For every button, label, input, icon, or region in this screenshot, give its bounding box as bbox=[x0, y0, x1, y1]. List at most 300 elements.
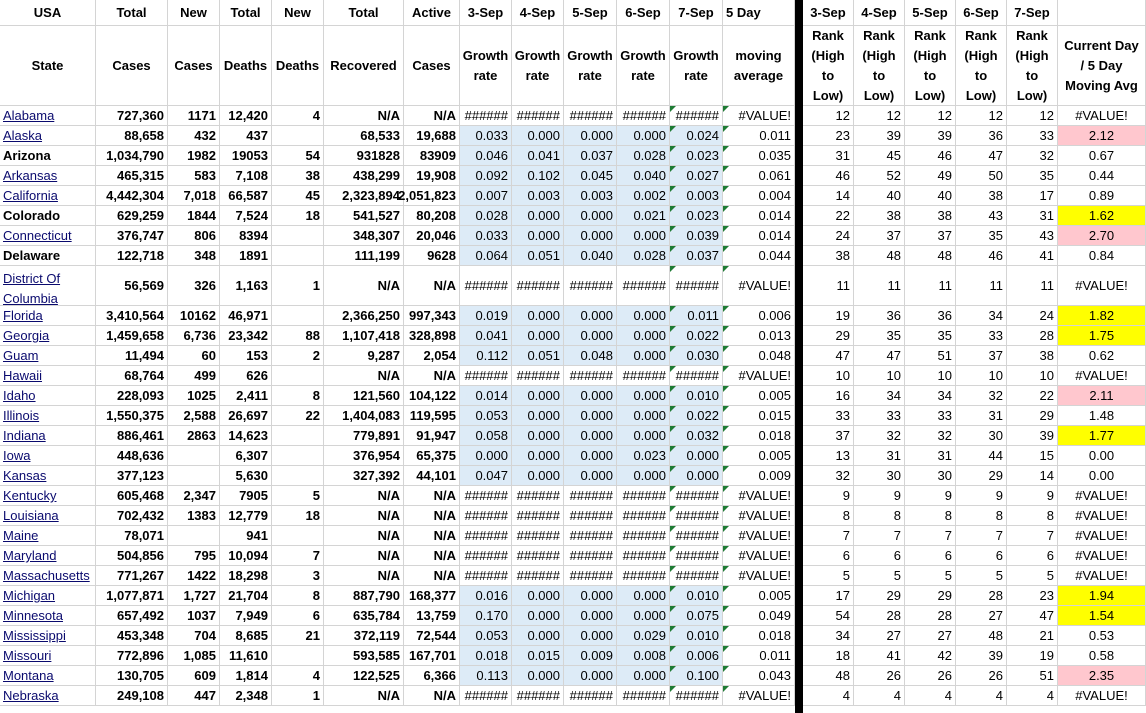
row-growth-7sep[interactable] bbox=[670, 266, 723, 306]
row-active-cases[interactable] bbox=[404, 466, 460, 486]
row-growth-3sep[interactable] bbox=[460, 646, 512, 666]
row-moving-average[interactable] bbox=[723, 366, 795, 386]
row-growth-7sep[interactable] bbox=[670, 446, 723, 466]
row-ratio[interactable] bbox=[1058, 566, 1146, 586]
row-growth-4sep[interactable] bbox=[512, 486, 564, 506]
header-bottom-total-deaths[interactable] bbox=[220, 26, 272, 106]
row-rank-3sep[interactable] bbox=[803, 446, 854, 466]
row-growth-6sep[interactable] bbox=[617, 366, 670, 386]
row-growth-3sep[interactable] bbox=[460, 486, 512, 506]
row-growth-7sep[interactable] bbox=[670, 686, 723, 706]
row-new-deaths[interactable] bbox=[272, 606, 324, 626]
row-ratio[interactable] bbox=[1058, 526, 1146, 546]
row-growth-4sep[interactable] bbox=[512, 526, 564, 546]
row-rank-3sep[interactable] bbox=[803, 166, 854, 186]
row-growth-3sep[interactable] bbox=[460, 346, 512, 366]
row-total-recovered[interactable] bbox=[324, 146, 404, 166]
row-total-recovered[interactable] bbox=[324, 366, 404, 386]
row-rank-5sep[interactable] bbox=[905, 306, 956, 326]
row-growth-7sep[interactable] bbox=[670, 646, 723, 666]
header-top-ratio[interactable] bbox=[1058, 0, 1146, 26]
header-bottom-new-cases[interactable] bbox=[168, 26, 220, 106]
row-total-cases[interactable] bbox=[96, 146, 168, 166]
row-new-deaths[interactable] bbox=[272, 546, 324, 566]
row-active-cases[interactable] bbox=[398, 186, 460, 206]
row-moving-average[interactable] bbox=[723, 446, 795, 466]
row-active-cases[interactable] bbox=[404, 526, 460, 546]
row-moving-average[interactable] bbox=[723, 226, 795, 246]
row-new-cases[interactable] bbox=[168, 586, 220, 606]
header-bottom-ratio[interactable] bbox=[1058, 26, 1146, 106]
row-growth-3sep[interactable] bbox=[460, 426, 512, 446]
row-rank-4sep[interactable] bbox=[854, 546, 905, 566]
row-growth-3sep[interactable] bbox=[460, 106, 512, 126]
row-rank-7sep[interactable] bbox=[1007, 246, 1058, 266]
row-new-cases[interactable] bbox=[168, 266, 220, 306]
row-growth-4sep[interactable] bbox=[512, 246, 564, 266]
row-rank-7sep[interactable] bbox=[1007, 686, 1058, 706]
row-growth-7sep[interactable] bbox=[670, 146, 723, 166]
row-ratio[interactable] bbox=[1058, 146, 1146, 166]
row-moving-average[interactable] bbox=[723, 486, 795, 506]
row-new-cases[interactable] bbox=[168, 346, 220, 366]
row-growth-7sep[interactable] bbox=[670, 126, 723, 146]
row-rank-5sep[interactable] bbox=[905, 106, 956, 126]
row-total-deaths[interactable] bbox=[220, 486, 272, 506]
row-growth-6sep[interactable] bbox=[617, 166, 670, 186]
row-moving-average[interactable] bbox=[723, 406, 795, 426]
row-state[interactable] bbox=[0, 386, 96, 406]
row-growth-6sep[interactable] bbox=[617, 446, 670, 466]
row-growth-7sep[interactable] bbox=[670, 226, 723, 246]
row-rank-7sep[interactable] bbox=[1007, 166, 1058, 186]
row-rank-7sep[interactable] bbox=[1007, 526, 1058, 546]
row-total-recovered[interactable] bbox=[324, 246, 404, 266]
row-growth-4sep[interactable] bbox=[512, 626, 564, 646]
row-growth-5sep[interactable] bbox=[564, 646, 617, 666]
row-growth-4sep[interactable] bbox=[512, 466, 564, 486]
row-new-deaths[interactable] bbox=[272, 666, 324, 686]
row-state[interactable] bbox=[0, 586, 96, 606]
row-growth-5sep[interactable] bbox=[564, 306, 617, 326]
row-new-cases[interactable] bbox=[168, 606, 220, 626]
row-new-cases[interactable] bbox=[168, 466, 220, 486]
row-rank-3sep[interactable] bbox=[803, 466, 854, 486]
row-new-cases[interactable] bbox=[168, 366, 220, 386]
row-total-deaths[interactable] bbox=[220, 626, 272, 646]
row-rank-6sep[interactable] bbox=[956, 306, 1007, 326]
row-ratio[interactable] bbox=[1058, 546, 1146, 566]
row-rank-4sep[interactable] bbox=[854, 326, 905, 346]
row-total-cases[interactable] bbox=[96, 266, 168, 306]
row-total-cases[interactable] bbox=[96, 126, 168, 146]
row-growth-4sep[interactable] bbox=[512, 106, 564, 126]
row-new-cases[interactable] bbox=[168, 686, 220, 706]
row-rank-6sep[interactable] bbox=[956, 406, 1007, 426]
row-rank-3sep[interactable] bbox=[803, 246, 854, 266]
row-growth-5sep[interactable] bbox=[564, 466, 617, 486]
header-bottom-rank-4sep[interactable] bbox=[854, 26, 905, 106]
row-growth-5sep[interactable] bbox=[564, 626, 617, 646]
row-moving-average[interactable] bbox=[723, 306, 795, 326]
row-rank-6sep[interactable] bbox=[956, 686, 1007, 706]
row-growth-7sep[interactable] bbox=[670, 386, 723, 406]
row-rank-7sep[interactable] bbox=[1007, 406, 1058, 426]
row-new-cases[interactable] bbox=[168, 566, 220, 586]
row-rank-3sep[interactable] bbox=[803, 366, 854, 386]
header-top-growth-5sep[interactable] bbox=[564, 0, 617, 26]
row-rank-6sep[interactable] bbox=[956, 106, 1007, 126]
row-rank-7sep[interactable] bbox=[1007, 306, 1058, 326]
row-new-deaths[interactable] bbox=[272, 626, 324, 646]
row-growth-6sep[interactable] bbox=[617, 106, 670, 126]
row-rank-3sep[interactable] bbox=[803, 106, 854, 126]
row-new-deaths[interactable] bbox=[272, 106, 324, 126]
row-new-deaths[interactable] bbox=[272, 426, 324, 446]
row-ratio[interactable] bbox=[1058, 686, 1146, 706]
row-total-cases[interactable] bbox=[96, 646, 168, 666]
row-active-cases[interactable] bbox=[404, 266, 460, 306]
row-rank-7sep[interactable] bbox=[1007, 386, 1058, 406]
row-state[interactable] bbox=[0, 646, 96, 666]
row-total-recovered[interactable] bbox=[324, 306, 404, 326]
row-rank-5sep[interactable] bbox=[905, 686, 956, 706]
row-rank-5sep[interactable] bbox=[905, 206, 956, 226]
row-rank-3sep[interactable] bbox=[803, 426, 854, 446]
row-rank-5sep[interactable] bbox=[905, 186, 956, 206]
row-growth-5sep[interactable] bbox=[564, 406, 617, 426]
row-rank-5sep[interactable] bbox=[905, 246, 956, 266]
row-growth-5sep[interactable] bbox=[564, 106, 617, 126]
header-top-growth-7sep[interactable] bbox=[670, 0, 723, 26]
row-rank-5sep[interactable] bbox=[905, 446, 956, 466]
header-top-rank-5sep[interactable] bbox=[905, 0, 956, 26]
row-growth-5sep[interactable] bbox=[564, 326, 617, 346]
row-total-recovered[interactable] bbox=[324, 326, 404, 346]
row-rank-7sep[interactable] bbox=[1007, 446, 1058, 466]
row-state[interactable] bbox=[0, 266, 96, 306]
row-growth-3sep[interactable] bbox=[460, 146, 512, 166]
row-new-cases[interactable] bbox=[168, 646, 220, 666]
row-state[interactable] bbox=[0, 606, 96, 626]
header-bottom-total-recovered[interactable] bbox=[324, 26, 404, 106]
row-new-cases[interactable] bbox=[168, 166, 220, 186]
row-rank-4sep[interactable] bbox=[854, 266, 905, 306]
row-state[interactable] bbox=[0, 186, 96, 206]
row-growth-7sep[interactable] bbox=[670, 486, 723, 506]
row-rank-3sep[interactable] bbox=[803, 506, 854, 526]
row-rank-6sep[interactable] bbox=[956, 186, 1007, 206]
row-growth-5sep[interactable] bbox=[564, 566, 617, 586]
row-growth-6sep[interactable] bbox=[617, 306, 670, 326]
row-growth-3sep[interactable] bbox=[460, 546, 512, 566]
row-total-recovered[interactable] bbox=[324, 506, 404, 526]
row-rank-4sep[interactable] bbox=[854, 666, 905, 686]
row-active-cases[interactable] bbox=[404, 666, 460, 686]
row-new-cases[interactable] bbox=[168, 306, 220, 326]
row-total-cases[interactable] bbox=[96, 446, 168, 466]
row-total-recovered[interactable] bbox=[324, 466, 404, 486]
row-rank-6sep[interactable] bbox=[956, 526, 1007, 546]
row-new-deaths[interactable] bbox=[272, 146, 324, 166]
row-total-recovered[interactable] bbox=[324, 386, 404, 406]
row-growth-5sep[interactable] bbox=[564, 266, 617, 306]
row-state[interactable] bbox=[0, 486, 96, 506]
row-growth-5sep[interactable] bbox=[564, 346, 617, 366]
row-growth-6sep[interactable] bbox=[617, 606, 670, 626]
row-rank-6sep[interactable] bbox=[956, 606, 1007, 626]
row-state[interactable] bbox=[0, 666, 96, 686]
row-total-recovered[interactable] bbox=[324, 186, 404, 206]
header-bottom-growth-4sep[interactable] bbox=[512, 26, 564, 106]
row-growth-6sep[interactable] bbox=[617, 566, 670, 586]
row-growth-7sep[interactable] bbox=[670, 366, 723, 386]
row-total-cases[interactable] bbox=[96, 506, 168, 526]
row-rank-7sep[interactable] bbox=[1007, 226, 1058, 246]
row-growth-4sep[interactable] bbox=[512, 446, 564, 466]
row-ratio[interactable] bbox=[1058, 426, 1146, 446]
row-new-cases[interactable] bbox=[168, 546, 220, 566]
row-total-cases[interactable] bbox=[96, 246, 168, 266]
row-growth-5sep[interactable] bbox=[564, 486, 617, 506]
header-top-rank-3sep[interactable] bbox=[803, 0, 854, 26]
row-rank-3sep[interactable] bbox=[803, 626, 854, 646]
row-growth-5sep[interactable] bbox=[564, 146, 617, 166]
row-rank-7sep[interactable] bbox=[1007, 186, 1058, 206]
row-new-deaths[interactable] bbox=[272, 206, 324, 226]
row-rank-4sep[interactable] bbox=[854, 246, 905, 266]
row-new-deaths[interactable] bbox=[272, 386, 324, 406]
row-new-deaths[interactable] bbox=[272, 686, 324, 706]
row-growth-7sep[interactable] bbox=[670, 566, 723, 586]
row-new-deaths[interactable] bbox=[272, 526, 324, 546]
row-growth-5sep[interactable] bbox=[564, 506, 617, 526]
row-rank-7sep[interactable] bbox=[1007, 626, 1058, 646]
row-rank-3sep[interactable] bbox=[803, 406, 854, 426]
row-growth-6sep[interactable] bbox=[617, 346, 670, 366]
row-rank-5sep[interactable] bbox=[905, 466, 956, 486]
row-growth-6sep[interactable] bbox=[617, 506, 670, 526]
row-rank-4sep[interactable] bbox=[854, 166, 905, 186]
row-active-cases[interactable] bbox=[404, 586, 460, 606]
row-state[interactable] bbox=[0, 366, 96, 386]
row-total-deaths[interactable] bbox=[220, 146, 272, 166]
row-growth-4sep[interactable] bbox=[512, 606, 564, 626]
row-rank-4sep[interactable] bbox=[854, 506, 905, 526]
row-ratio[interactable] bbox=[1058, 206, 1146, 226]
row-active-cases[interactable] bbox=[404, 686, 460, 706]
row-growth-6sep[interactable] bbox=[617, 146, 670, 166]
row-new-deaths[interactable] bbox=[272, 186, 324, 206]
row-total-deaths[interactable] bbox=[220, 406, 272, 426]
row-total-cases[interactable] bbox=[96, 206, 168, 226]
row-total-cases[interactable] bbox=[96, 686, 168, 706]
row-growth-6sep[interactable] bbox=[617, 126, 670, 146]
row-ratio[interactable] bbox=[1058, 126, 1146, 146]
row-rank-4sep[interactable] bbox=[854, 486, 905, 506]
row-moving-average[interactable] bbox=[723, 506, 795, 526]
row-growth-6sep[interactable] bbox=[617, 266, 670, 306]
row-growth-5sep[interactable] bbox=[564, 426, 617, 446]
row-growth-4sep[interactable] bbox=[512, 386, 564, 406]
row-total-deaths[interactable] bbox=[220, 666, 272, 686]
row-total-recovered[interactable] bbox=[324, 646, 404, 666]
row-rank-3sep[interactable] bbox=[803, 266, 854, 306]
row-active-cases[interactable] bbox=[404, 646, 460, 666]
row-total-deaths[interactable] bbox=[220, 186, 272, 206]
row-new-cases[interactable] bbox=[168, 426, 220, 446]
row-rank-4sep[interactable] bbox=[854, 686, 905, 706]
row-active-cases[interactable] bbox=[404, 546, 460, 566]
row-rank-4sep[interactable] bbox=[854, 306, 905, 326]
row-growth-6sep[interactable] bbox=[617, 546, 670, 566]
row-rank-7sep[interactable] bbox=[1007, 126, 1058, 146]
row-growth-4sep[interactable] bbox=[512, 686, 564, 706]
row-moving-average[interactable] bbox=[723, 266, 795, 306]
row-growth-7sep[interactable] bbox=[670, 326, 723, 346]
row-rank-3sep[interactable] bbox=[803, 526, 854, 546]
row-active-cases[interactable] bbox=[404, 406, 460, 426]
header-bottom-rank-5sep[interactable] bbox=[905, 26, 956, 106]
row-growth-4sep[interactable] bbox=[512, 326, 564, 346]
row-moving-average[interactable] bbox=[723, 346, 795, 366]
row-new-deaths[interactable] bbox=[272, 486, 324, 506]
row-growth-6sep[interactable] bbox=[617, 646, 670, 666]
row-total-cases[interactable] bbox=[96, 226, 168, 246]
row-total-recovered[interactable] bbox=[324, 686, 404, 706]
row-rank-3sep[interactable] bbox=[803, 346, 854, 366]
row-moving-average[interactable] bbox=[723, 586, 795, 606]
row-growth-6sep[interactable] bbox=[617, 686, 670, 706]
row-rank-6sep[interactable] bbox=[956, 646, 1007, 666]
row-ratio[interactable] bbox=[1058, 386, 1146, 406]
row-ratio[interactable] bbox=[1058, 406, 1146, 426]
row-rank-6sep[interactable] bbox=[956, 466, 1007, 486]
row-growth-7sep[interactable] bbox=[670, 246, 723, 266]
row-growth-4sep[interactable] bbox=[512, 506, 564, 526]
row-ratio[interactable] bbox=[1058, 306, 1146, 326]
row-state[interactable] bbox=[0, 526, 96, 546]
row-growth-3sep[interactable] bbox=[460, 566, 512, 586]
row-new-deaths[interactable] bbox=[272, 326, 324, 346]
row-rank-3sep[interactable] bbox=[803, 206, 854, 226]
row-rank-3sep[interactable] bbox=[803, 646, 854, 666]
row-total-cases[interactable] bbox=[96, 186, 168, 206]
row-total-recovered[interactable] bbox=[324, 606, 404, 626]
row-growth-4sep[interactable] bbox=[512, 646, 564, 666]
row-new-deaths[interactable] bbox=[272, 506, 324, 526]
row-growth-4sep[interactable] bbox=[512, 566, 564, 586]
row-growth-3sep[interactable] bbox=[460, 606, 512, 626]
row-growth-5sep[interactable] bbox=[564, 126, 617, 146]
row-ratio[interactable] bbox=[1058, 646, 1146, 666]
row-growth-4sep[interactable] bbox=[512, 406, 564, 426]
row-growth-6sep[interactable] bbox=[617, 586, 670, 606]
row-rank-3sep[interactable] bbox=[803, 486, 854, 506]
row-rank-3sep[interactable] bbox=[803, 326, 854, 346]
row-state[interactable] bbox=[0, 426, 96, 446]
row-rank-7sep[interactable] bbox=[1007, 546, 1058, 566]
row-rank-6sep[interactable] bbox=[956, 586, 1007, 606]
row-growth-6sep[interactable] bbox=[617, 186, 670, 206]
row-active-cases[interactable] bbox=[404, 486, 460, 506]
row-rank-5sep[interactable] bbox=[905, 266, 956, 306]
row-new-cases[interactable] bbox=[168, 246, 220, 266]
row-rank-4sep[interactable] bbox=[854, 226, 905, 246]
row-active-cases[interactable] bbox=[404, 346, 460, 366]
row-total-deaths[interactable] bbox=[220, 506, 272, 526]
row-moving-average[interactable] bbox=[723, 626, 795, 646]
row-rank-4sep[interactable] bbox=[854, 346, 905, 366]
row-rank-6sep[interactable] bbox=[956, 546, 1007, 566]
row-rank-4sep[interactable] bbox=[854, 586, 905, 606]
row-growth-5sep[interactable] bbox=[564, 366, 617, 386]
row-new-deaths[interactable] bbox=[272, 346, 324, 366]
row-growth-3sep[interactable] bbox=[460, 186, 512, 206]
row-growth-4sep[interactable] bbox=[512, 146, 564, 166]
row-rank-5sep[interactable] bbox=[905, 146, 956, 166]
row-total-cases[interactable] bbox=[96, 606, 168, 626]
row-total-deaths[interactable] bbox=[220, 646, 272, 666]
header-bottom-rank-6sep[interactable] bbox=[956, 26, 1007, 106]
header-bottom-state[interactable] bbox=[0, 26, 96, 106]
row-growth-7sep[interactable] bbox=[670, 186, 723, 206]
row-active-cases[interactable] bbox=[404, 306, 460, 326]
row-growth-4sep[interactable] bbox=[512, 306, 564, 326]
row-active-cases[interactable] bbox=[404, 366, 460, 386]
row-new-deaths[interactable] bbox=[272, 126, 324, 146]
row-rank-5sep[interactable] bbox=[905, 166, 956, 186]
header-top-total-deaths[interactable] bbox=[220, 0, 272, 26]
row-rank-3sep[interactable] bbox=[803, 146, 854, 166]
row-rank-6sep[interactable] bbox=[956, 166, 1007, 186]
row-total-deaths[interactable] bbox=[220, 206, 272, 226]
row-rank-7sep[interactable] bbox=[1007, 106, 1058, 126]
row-growth-3sep[interactable] bbox=[460, 406, 512, 426]
row-total-deaths[interactable] bbox=[220, 326, 272, 346]
row-moving-average[interactable] bbox=[723, 126, 795, 146]
row-total-recovered[interactable] bbox=[324, 546, 404, 566]
row-rank-3sep[interactable] bbox=[803, 666, 854, 686]
row-rank-5sep[interactable] bbox=[905, 366, 956, 386]
row-growth-3sep[interactable] bbox=[460, 626, 512, 646]
row-moving-average[interactable] bbox=[723, 566, 795, 586]
row-rank-7sep[interactable] bbox=[1007, 326, 1058, 346]
row-moving-average[interactable] bbox=[723, 186, 795, 206]
header-top-active-cases[interactable] bbox=[404, 0, 460, 26]
row-active-cases[interactable] bbox=[404, 246, 460, 266]
row-growth-4sep[interactable] bbox=[512, 186, 564, 206]
row-rank-4sep[interactable] bbox=[854, 146, 905, 166]
row-active-cases[interactable] bbox=[404, 146, 460, 166]
row-growth-7sep[interactable] bbox=[670, 346, 723, 366]
row-new-deaths[interactable] bbox=[272, 306, 324, 326]
header-top-rank-7sep[interactable] bbox=[1007, 0, 1058, 26]
row-growth-6sep[interactable] bbox=[617, 226, 670, 246]
row-growth-3sep[interactable] bbox=[460, 206, 512, 226]
row-new-cases[interactable] bbox=[168, 386, 220, 406]
row-growth-4sep[interactable] bbox=[512, 206, 564, 226]
row-state[interactable] bbox=[0, 566, 96, 586]
row-total-deaths[interactable] bbox=[220, 686, 272, 706]
row-new-deaths[interactable] bbox=[272, 226, 324, 246]
row-rank-5sep[interactable] bbox=[905, 526, 956, 546]
row-moving-average[interactable] bbox=[723, 246, 795, 266]
row-growth-5sep[interactable] bbox=[564, 166, 617, 186]
row-growth-7sep[interactable] bbox=[670, 466, 723, 486]
row-ratio[interactable] bbox=[1058, 506, 1146, 526]
row-rank-3sep[interactable] bbox=[803, 586, 854, 606]
